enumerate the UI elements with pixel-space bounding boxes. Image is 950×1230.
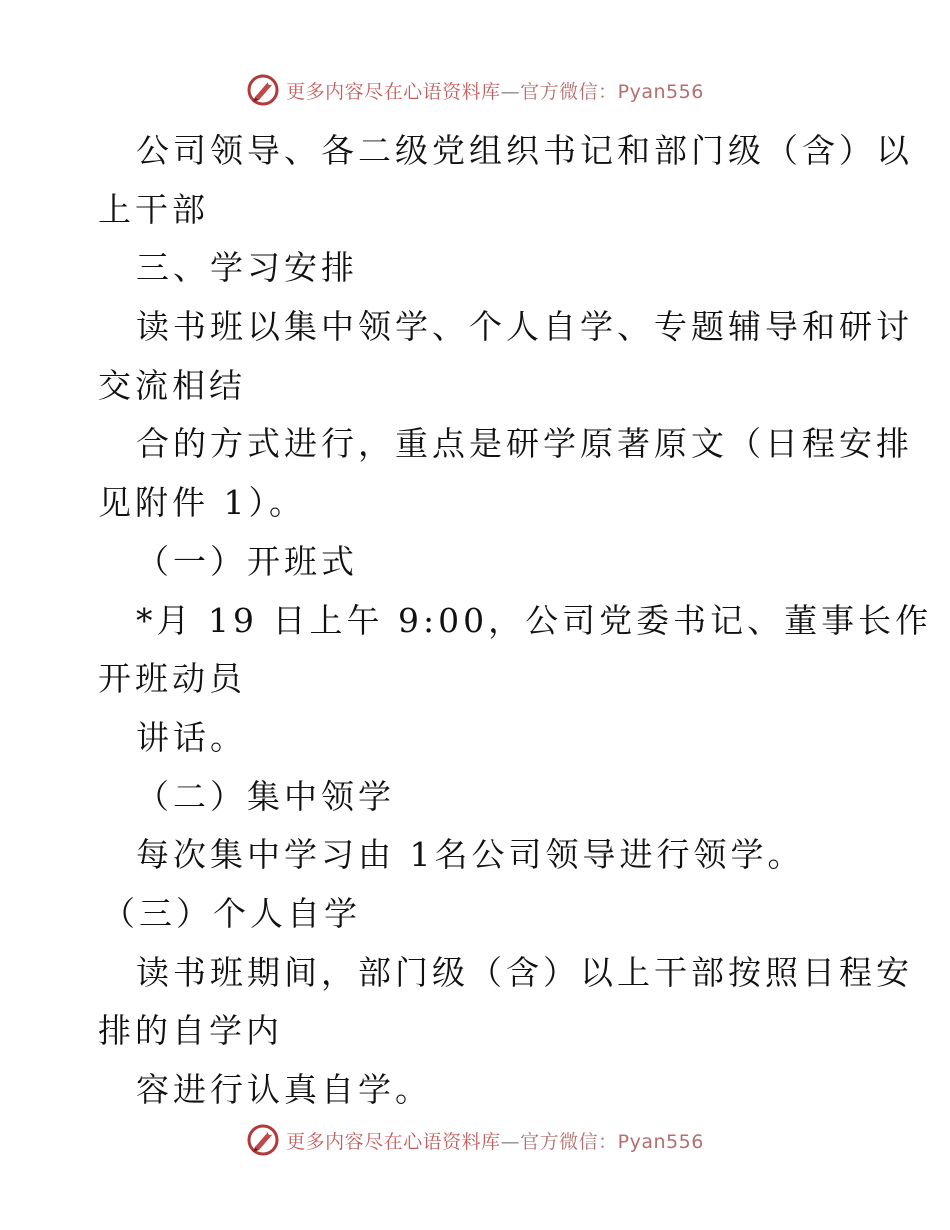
subsection-heading: （二）集中领学: [136, 776, 395, 816]
header-watermark-wechat: 官方微信：Pyan556: [520, 80, 704, 103]
document-body: [98, 122, 933, 1120]
subsection-heading: （三）个人自学: [102, 893, 361, 933]
paragraph-line: 上干部: [98, 189, 209, 229]
paragraph-line: 开班动员: [98, 659, 246, 699]
pen-seal-logo-icon: [246, 1123, 280, 1157]
paragraph-line: 读书班以集中领学、个人自学、专题辅导和研讨: [136, 307, 913, 347]
paragraph-line: 讲话。: [136, 717, 247, 757]
footer-watermark-wechat: 官方微信：Pyan556: [520, 1130, 704, 1153]
header-watermark-banner: [0, 70, 950, 110]
paragraph-line: 每次集中学习由 1名公司领导进行领学。: [136, 835, 805, 875]
paragraph-line: *月 19 日上午 9:00，公司党委书记、董事长作: [136, 600, 933, 640]
footer-watermark-banner: [0, 1120, 950, 1160]
header-watermark-main: 更多内容尽在心语资料库: [286, 80, 501, 103]
paragraph-line: 公司领导、各二级党组织书记和部门级（含）以: [136, 131, 913, 170]
paragraph-line: 交流相结: [98, 365, 246, 405]
paragraph-line: 见附件 1）。: [98, 483, 306, 523]
pen-seal-logo-icon: [246, 73, 280, 107]
footer-watermark-dash: —: [500, 1130, 521, 1153]
section-heading: 三、学习安排: [136, 248, 358, 288]
header-watermark-text: [286, 77, 704, 104]
header-watermark-dash: —: [500, 80, 521, 103]
paragraph-line: 合的方式进行，重点是研学原著原文（日程安排: [136, 424, 913, 464]
paragraph-line: 容进行认真自学。: [136, 1070, 432, 1109]
footer-watermark-text: [286, 1127, 704, 1154]
paragraph-line: 排的自学内: [98, 1011, 283, 1051]
subsection-heading: （一）开班式: [136, 541, 358, 581]
paragraph-line: 读书班期间，部门级（含）以上干部按照日程安: [136, 952, 913, 992]
footer-watermark-main: 更多内容尽在心语资料库: [286, 1130, 501, 1153]
